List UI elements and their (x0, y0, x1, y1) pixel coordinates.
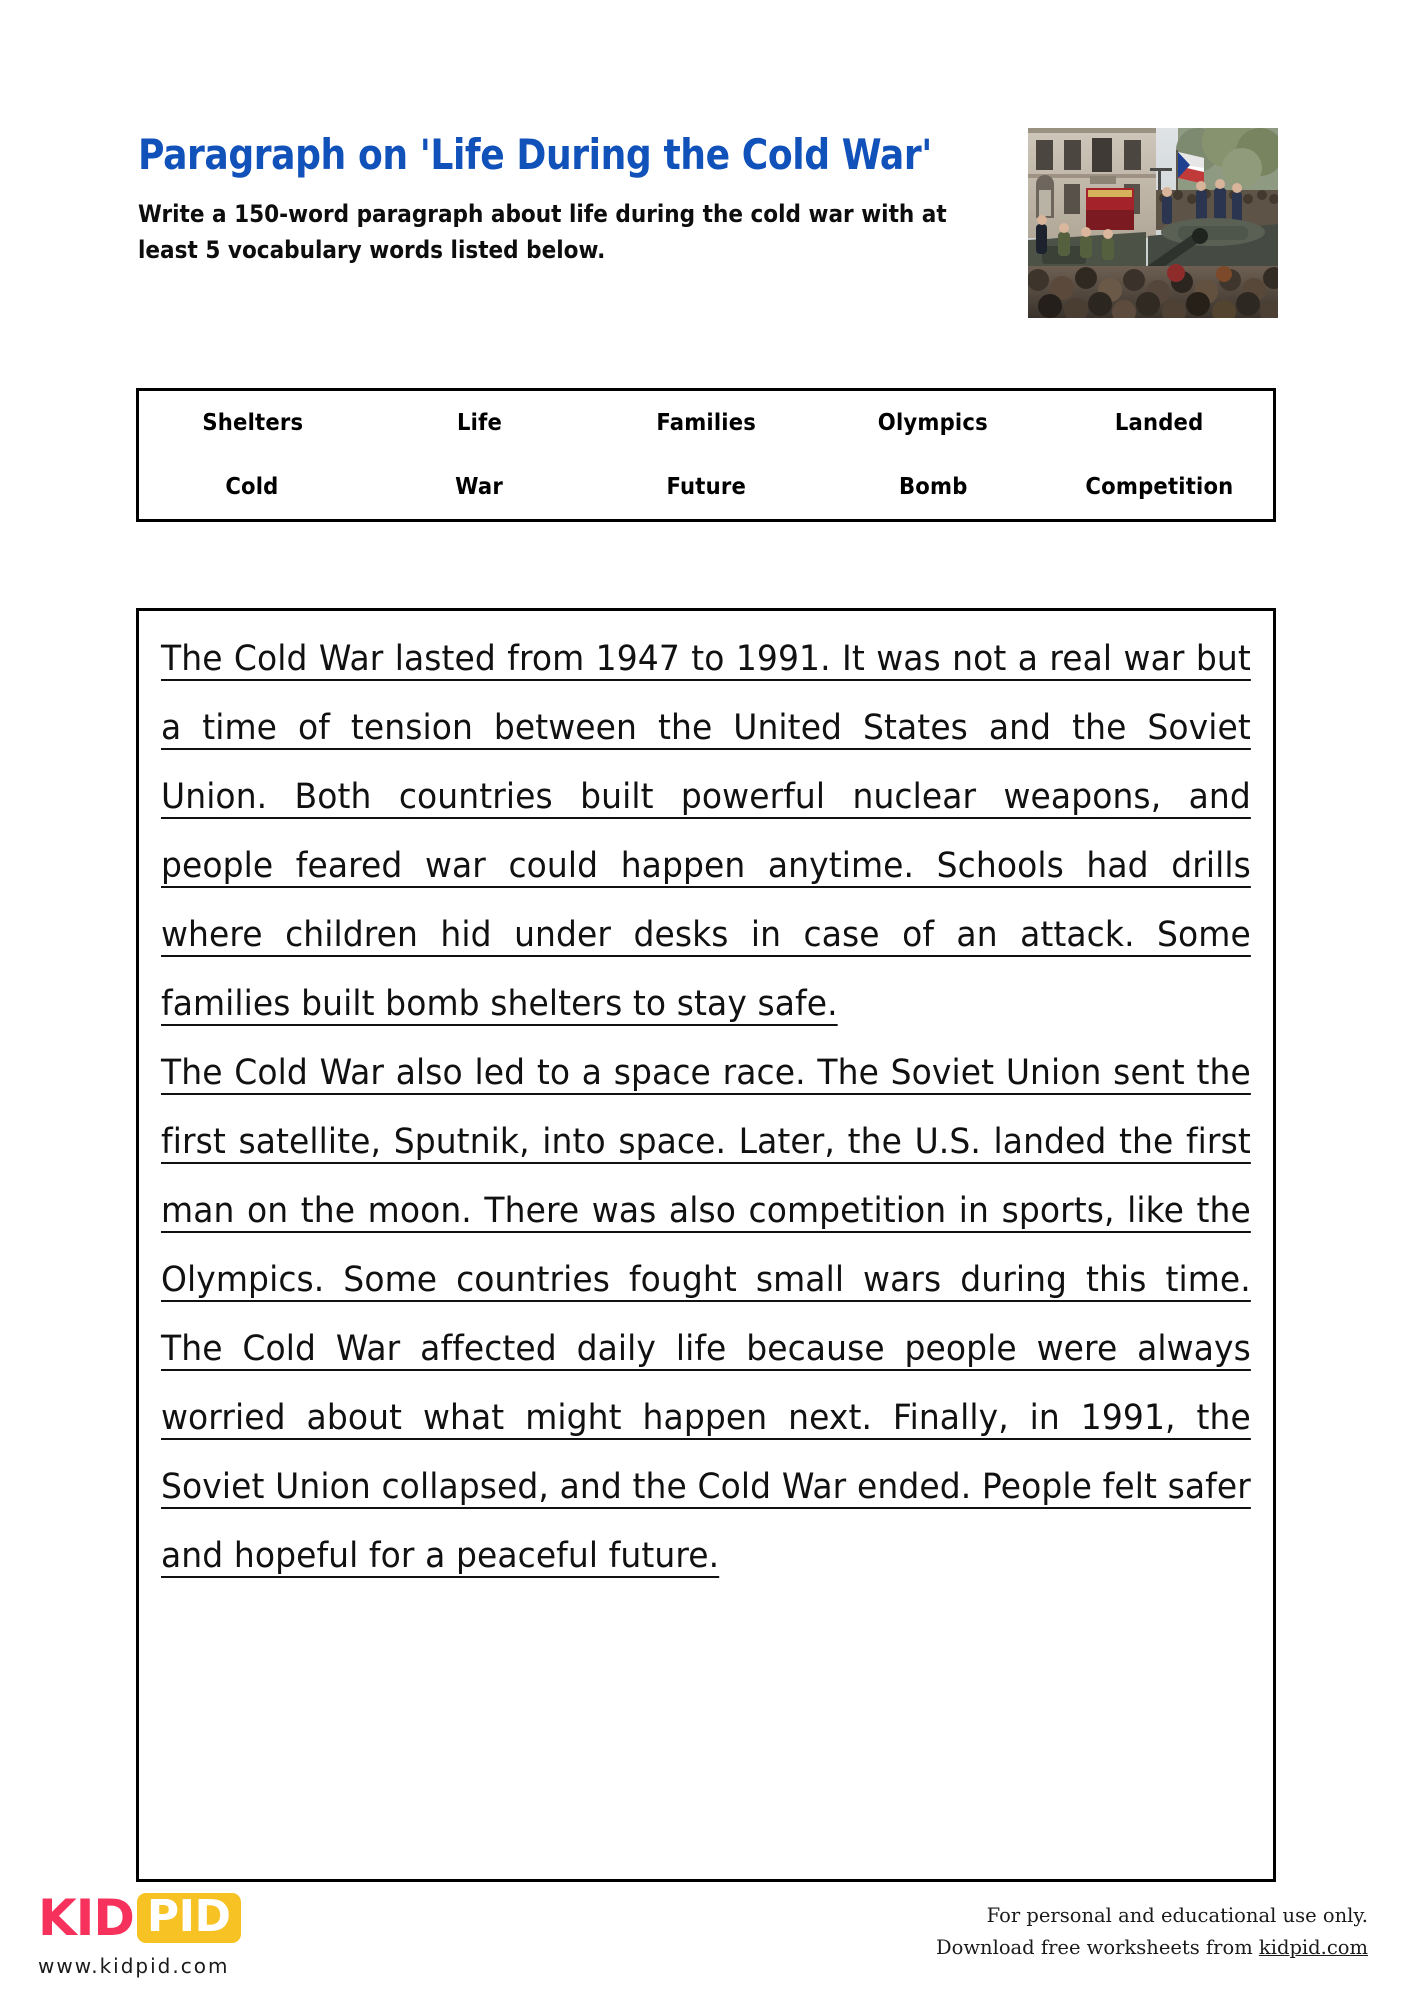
vocab-word: Future (666, 474, 746, 500)
footer-note (808, 1900, 1368, 1964)
vocab-word: Landed (1115, 410, 1204, 436)
logo-website-url: www.kidpid.com (38, 1954, 230, 1978)
vocab-word: Cold (225, 474, 279, 500)
footer-kidpid-link[interactable]: kidpid.com (1258, 1936, 1368, 1960)
vocab-word: Families (656, 410, 756, 436)
vocab-word: Bomb (898, 474, 968, 500)
header-photo (1028, 128, 1278, 318)
prague-spring-photo-graphic (1028, 128, 1278, 318)
vocab-word: Life (456, 410, 502, 436)
vocab-word: Olympics (877, 410, 988, 436)
logo-pid-text: PID (146, 1891, 231, 1942)
logo-kid-text: KID (38, 1889, 134, 1947)
kidpid-logo[interactable] (38, 1890, 378, 1978)
answer-paragraph-2: The Cold War also led to a space race. The Soviet Union sent the first satellite, Sputnik, into space. Later, the U.S. landed the first man on the moon. There was also competition in sports, like the Olympics. Some countries fought small wars during this time. The Cold War affected daily life because people were always worried about what might happen next. Finally, in 1991, the Soviet Union collapsed, and the Cold War ended. People felt safer and hopeful for a peaceful future. (161, 1053, 1251, 1576)
vocab-word: War (455, 474, 504, 500)
vocabulary-box (136, 388, 1276, 522)
vocab-word: Competition (1085, 474, 1234, 500)
page-title: Paragraph on 'Life During the Cold War' (138, 130, 932, 179)
vocabulary-grid (139, 391, 1273, 519)
logo-pid-badge (137, 1893, 241, 1943)
worksheet-header (138, 128, 1278, 318)
answer-paragraph-1: The Cold War lasted from 1947 to 1991. It was not a real war but a time of tension between the United States and the Soviet Union. Both countries built powerful nuclear weapons, and people feared war could happen anytime. Schools had drills where children hid under desks in case of an attack. Some families built bomb shelters to stay safe. (161, 639, 1251, 1024)
worksheet-instruction: Write a 150-word paragraph about life during the cold war with at least 5 vocabulary words listed below. (138, 199, 947, 265)
footer-note-line1: For personal and educational use only. (986, 1904, 1368, 1927)
header-text-block (138, 128, 978, 269)
footer-note-prefix: Download free worksheets from (935, 1936, 1259, 1960)
footer-note-line2 (808, 1932, 1368, 1964)
vocab-word: Shelters (201, 410, 303, 436)
answer-writing-box[interactable] (136, 608, 1276, 1882)
